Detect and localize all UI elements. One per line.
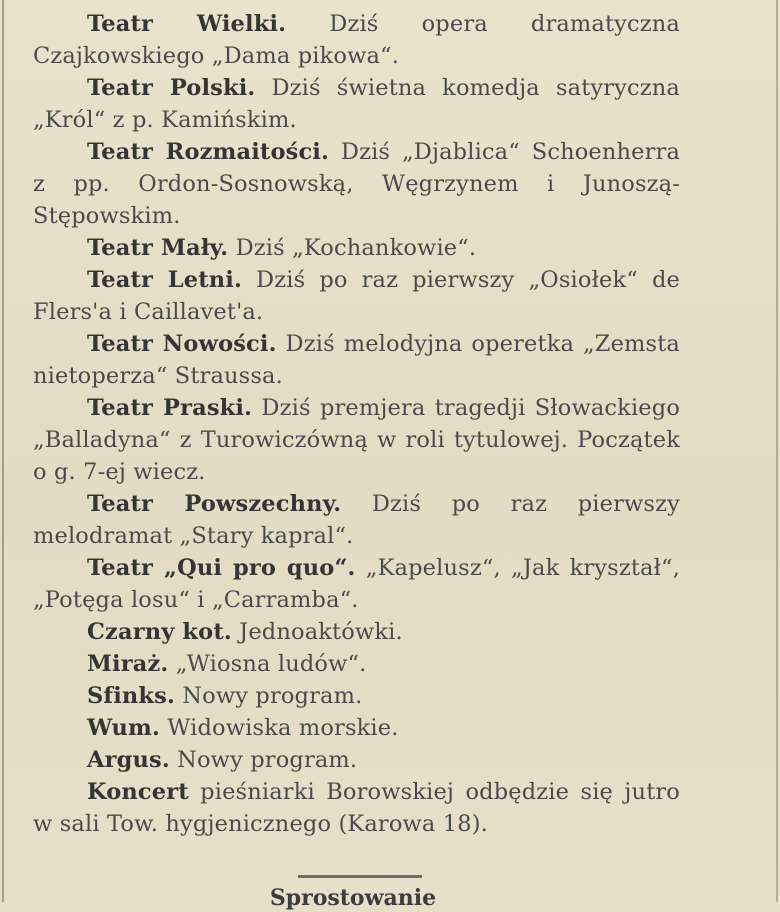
listing-text: Dziś melodyjna operetka „Zemsta nietoperza“ Straussa. (33, 331, 680, 389)
listing-text: Nowy program. (177, 747, 358, 773)
listing-text: Dziś po raz pierwszy melodramat „Stary kapral“. (33, 491, 680, 549)
listing-argus (33, 744, 680, 776)
listing-teatr-letni (33, 264, 680, 328)
listing-text: pieśniarki Borowskiej odbędzie się jutro w sali Tow. hygjenicznego (Karowa 18). (33, 779, 680, 837)
listing-teatr-powszechny (33, 488, 680, 552)
left-column-rule (2, 0, 4, 902)
listing-teatr-qui-pro-quo (33, 552, 680, 616)
listing-name: Teatr Wielki. (87, 11, 287, 37)
listing-name: Teatr Powszechny. (87, 491, 342, 517)
listing-name: Koncert (87, 779, 189, 805)
listing-name: Teatr Rozmaitości. (87, 139, 329, 165)
section-divider (298, 875, 422, 878)
listing-name: Teatr Mały. (87, 235, 229, 261)
listing-text: Jednoaktówki. (239, 619, 403, 645)
listing-name: Teatr „Qui pro quo“. (87, 555, 356, 581)
listing-text: „Kapelusz“, „Jak kryształ“, „Potęga losu“ i „Carramba“. (33, 555, 681, 613)
listing-name: Wum. (87, 715, 160, 741)
theatre-listings-column (33, 8, 680, 840)
listing-name: Miraż. (87, 651, 169, 677)
listing-name: Teatr Praski. (87, 395, 253, 421)
listing-teatr-polski (33, 72, 680, 136)
listing-sfinks (33, 680, 680, 712)
listing-name: Czarny kot. (87, 619, 232, 645)
listing-teatr-wielki (33, 8, 680, 72)
listing-teatr-rozmaitosci (33, 136, 680, 232)
listing-name: Argus. (87, 747, 170, 773)
listing-text: Dziś świetna komedja satyryczna „Król“ z p. Kamińskim. (33, 75, 680, 133)
listing-text: Dziś po raz pierwszy „Osiołek“ de Flers'a i Caillavet'a. (33, 267, 680, 325)
listing-wum (33, 712, 680, 744)
listing-teatr-nowosci (33, 328, 680, 392)
listing-name: Sfinks. (87, 683, 175, 709)
listing-text: Nowy program. (182, 683, 363, 709)
listing-koncert (33, 776, 680, 840)
listing-text: Dziś „Kochankowie“. (235, 235, 477, 261)
listing-miraz (33, 648, 680, 680)
listing-text: „Wiosna ludów“. (175, 651, 367, 677)
listing-teatr-maly (33, 232, 680, 264)
listing-text: Widowiska morskie. (167, 715, 399, 741)
right-column-rule (776, 0, 778, 902)
listing-czarny-kot (33, 616, 680, 648)
listing-name: Teatr Nowości. (87, 331, 277, 357)
listing-text: Dziś premjera tragedji Słowackiego „Balladyna“ z Turowiczówną w roli tytulowej. Początek o g. 7-ej wiecz. (33, 395, 681, 485)
listing-teatr-praski (33, 392, 680, 488)
next-section-heading: Sprostowanie (269, 885, 437, 911)
listing-text: Dziś opera dramatyczna Czajkowskiego „Dama pikowa“. (33, 11, 680, 69)
listing-name: Teatr Polski. (87, 75, 256, 101)
listing-name: Teatr Letni. (87, 267, 242, 293)
listing-text: Dziś „Djablica“ Schoenherra z pp. Ordon-Sosnowską, Węgrzynem i Junoszą-Stępowskim. (33, 139, 681, 229)
